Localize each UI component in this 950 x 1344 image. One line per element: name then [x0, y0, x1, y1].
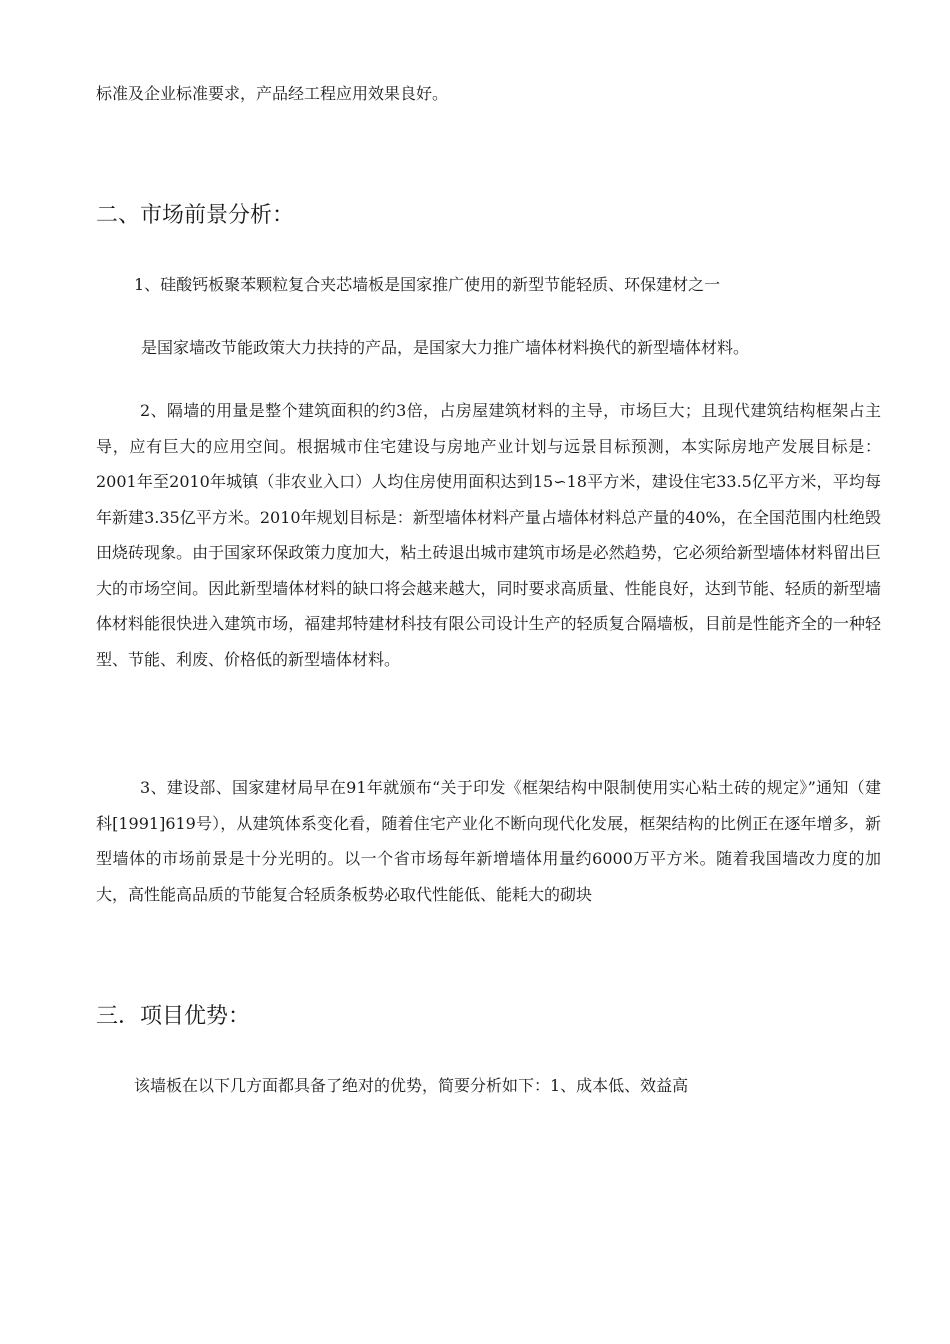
item-2-paragraph: 2、隔墙的用量是整个建筑面积的约3倍，占房屋建筑材料的主导，市场巨大；且现代建筑结构框架占主导，应有巨大的应用空间。根据城市住宅建设与房地产业计划与远景目标预测，本实际房地产发展目标是：2001年至2010年城镇（非农业入口）人均住房使用面积达到15∽18平方米，建设住宅33.5亿平方米，平均每年新建3.35亿平方米。2010年规划目标是：新型墙体材料产量占墙体材料总产量的40%，在全国范围内杜绝毁田烧砖现象。由于国家环保政策力度加大，粘土砖退出城市建筑市场是必然趋势，它必须给新型墙体材料留出巨大的市场空间。因此新型墙体材料的缺口将会越来越大，同时要求高质量、性能良好，达到节能、轻质的新型墙体材料能很快进入建筑市场，福建邦特建材科技有限公司设计生产的轻质复合隔墙板，目前是性能齐全的一种轻型、节能、利废、价格低的新型墙体材料。: [96, 401, 881, 669]
item-3-paragraph: 3、建设部、国家建材局早在91年就颁布“关于印发《框架结构中限制使用实心粘土砖的规定》”通知（建科[1991]619号），从建筑体系变化看，随着住宅产业化不断向现代化发展，框架结构的比例正在逐年增多，新型墙体的市场前景是十分光明的。以一个省市场每年新增墙体用量约6000万平方米。随着我国墙改力度的加大，高性能高品质的节能复合轻质条板势必取代性能低、能耗大的砌块: [96, 778, 881, 904]
section-heading-project-advantages: 三．项目优势：: [96, 1004, 251, 1029]
item-1-line-2: 是国家墙改节能政策大力扶持的产品，是国家大力推广墙体材料换代的新型墙体材料。: [141, 338, 750, 357]
continuation-line: 标准及企业标准要求，产品经工程应用效果良好。: [96, 84, 449, 103]
section-heading-market-analysis: 二、市场前景分析：: [96, 203, 295, 228]
item-1-line-1: 1、硅酸钙板聚苯颗粒复合夹芯墙板是国家推广使用的新型节能轻质、环保建材之一: [134, 275, 721, 294]
section-3-intro: 该墙板在以下几方面都具备了绝对的优势，简要分析如下：1、成本低、效益高: [134, 1076, 689, 1095]
